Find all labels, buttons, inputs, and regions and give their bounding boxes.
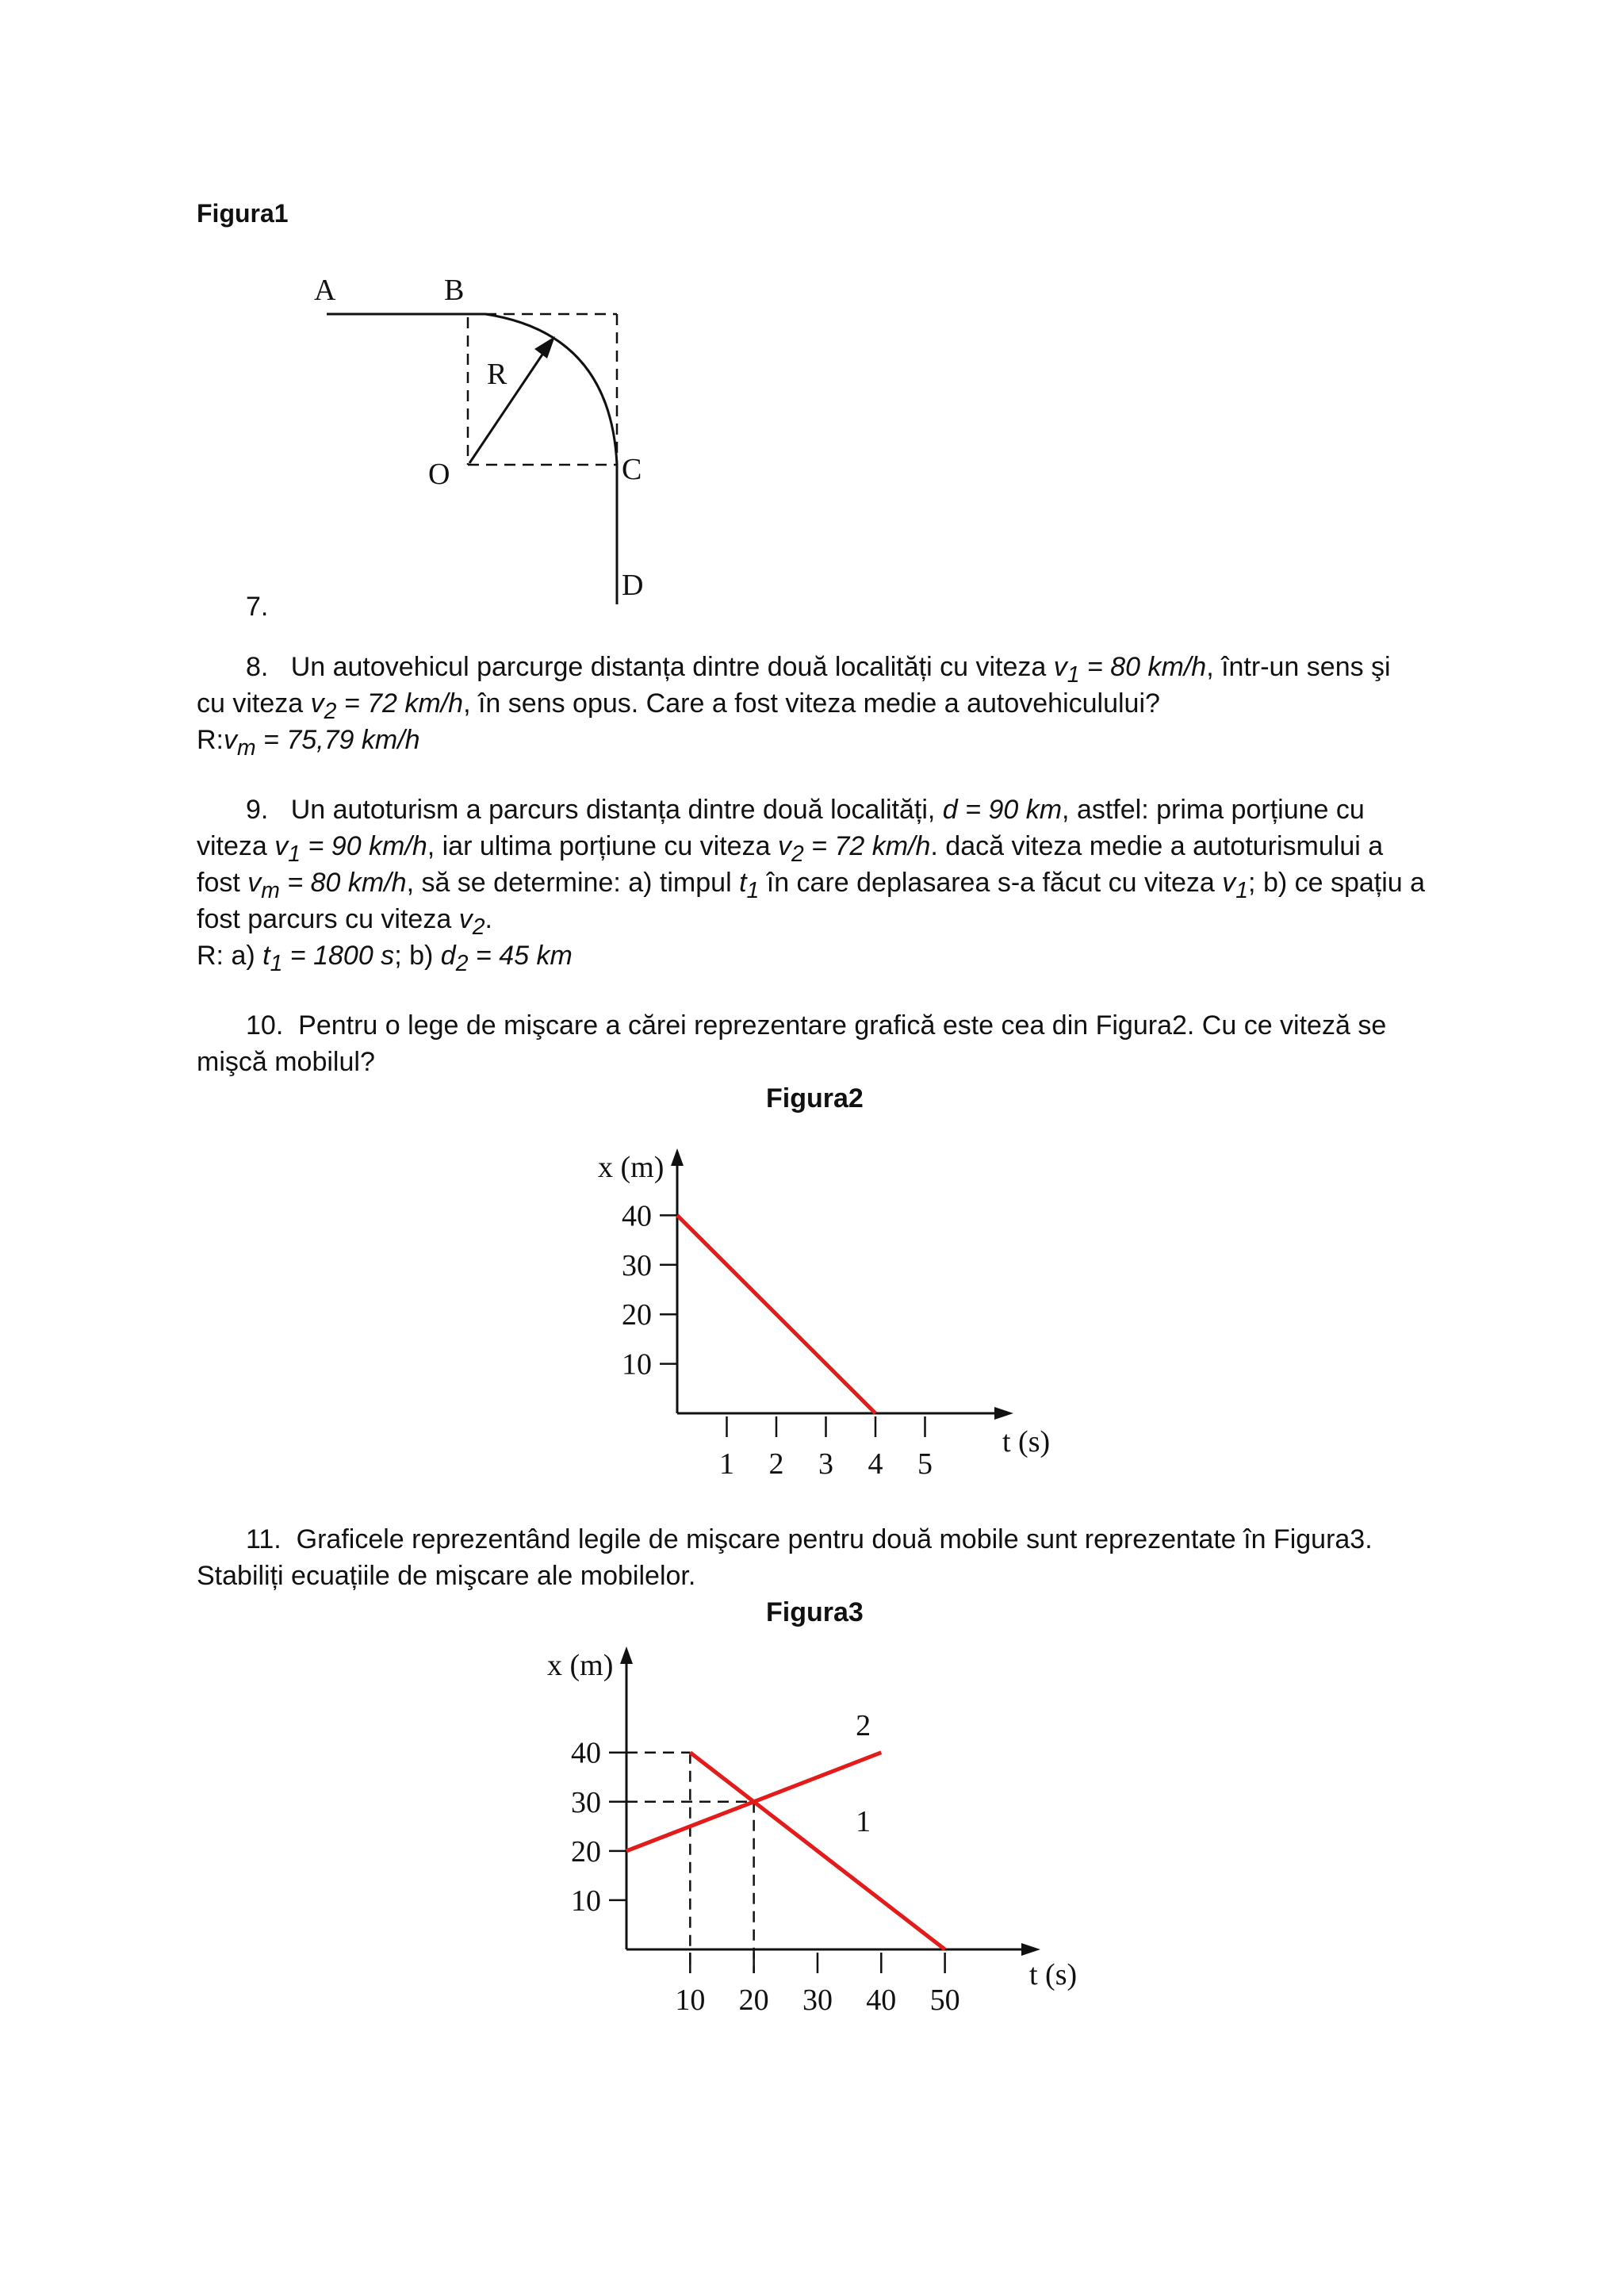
label-o: O	[428, 458, 450, 491]
sub: m	[261, 877, 280, 903]
y-tick-label: 30	[571, 1785, 601, 1819]
figure3-title: Figura3	[766, 1597, 864, 1627]
problem-10-line2: mişcă mobilul?	[197, 1047, 375, 1077]
val: = 72 km/h	[336, 688, 464, 719]
text: .	[485, 904, 492, 934]
figure1-title: Figura1	[197, 199, 289, 228]
text: , astfel: prima porțiune cu	[1062, 795, 1365, 825]
val: = 80 km/h	[1079, 652, 1207, 682]
sub: 1	[1235, 877, 1249, 903]
sub: 1	[270, 950, 283, 976]
label-b: B	[444, 274, 465, 307]
text: ; b)	[394, 941, 441, 971]
x-axis-label: t (s)	[1029, 1958, 1078, 1991]
x-tick-label: 1	[719, 1447, 734, 1481]
var: d	[440, 941, 456, 971]
text: , într-un sens şi	[1206, 652, 1391, 682]
problem-9-number: 9.	[246, 795, 269, 825]
label-a: A	[314, 274, 336, 307]
text: fost parcurs cu viteza	[197, 904, 459, 934]
problem-11-number: 11.	[246, 1524, 282, 1554]
series-line-1	[690, 1753, 944, 1949]
x-tick-label: 5	[917, 1447, 933, 1481]
sub: 2	[324, 698, 337, 724]
text: Graficele reprezentând legile de mişcare pentru două mobile sunt reprezentate în Figura3.	[296, 1524, 1373, 1554]
text: . dacă viteza medie a autoturismului a	[930, 831, 1384, 861]
x-axis-label: t (s)	[1002, 1425, 1051, 1458]
x-tick-label: 3	[818, 1447, 833, 1481]
x-tick-label: 10	[675, 1984, 706, 2017]
var: v	[310, 688, 324, 719]
y-tick-label: 10	[571, 1884, 601, 1918]
sub: 1	[1067, 661, 1080, 688]
var: v	[224, 725, 237, 755]
sub: 2	[455, 950, 469, 976]
x-tick-label: 30	[802, 1984, 833, 2017]
label-d: D	[622, 569, 644, 602]
problem-8-number: 8.	[246, 652, 269, 682]
y-tick-label: 20	[622, 1298, 652, 1332]
var: v	[777, 831, 791, 861]
text: ; b) ce spațiu a	[1248, 868, 1426, 898]
y-tick-label: 40	[571, 1736, 601, 1770]
y-tick-label: 30	[622, 1248, 652, 1282]
var: v	[274, 831, 289, 861]
text: în care deplasarea s-a făcut cu viteza	[759, 868, 1223, 898]
y-axis-arrow	[620, 1646, 633, 1664]
var: t	[739, 868, 747, 898]
text: Un autoturism a parcurs distanța dintre două localități,	[290, 795, 943, 825]
text: fost	[197, 868, 248, 898]
sub: 2	[472, 914, 485, 940]
label-r: R	[487, 358, 508, 391]
sub: 1	[288, 841, 301, 867]
text: R:	[197, 725, 224, 755]
val: = 80 km/h	[279, 868, 407, 898]
val: = 90 km/h	[301, 831, 427, 861]
series-label-1: 1	[856, 1805, 871, 1839]
y-tick-label: 20	[571, 1834, 601, 1869]
text: Un autovehicul parcurge distanța dintre două localități cu viteza	[290, 652, 1054, 682]
text: viteza	[197, 831, 275, 861]
problem-10-number: 10.	[246, 1010, 284, 1041]
figure2-title: Figura2	[766, 1083, 864, 1114]
text: Pentru o lege de mişcare a cărei reprezentare grafică este cea din Figura2. Cu ce viteză se	[298, 1010, 1387, 1041]
text: cu viteza	[197, 688, 311, 719]
label-c: C	[622, 453, 642, 486]
val: = 1800 s	[282, 941, 395, 971]
y-axis-label: x (m)	[547, 1649, 614, 1682]
text: , în sens opus. Care a fost viteza medie a autovehiculului?	[463, 688, 1160, 719]
series-label-2: 2	[856, 1709, 871, 1742]
text: , să se determine: a) timpul	[406, 868, 740, 898]
x-tick-label: 20	[738, 1984, 769, 2017]
problem-7-number: 7.	[246, 592, 269, 622]
var: v	[1222, 868, 1236, 898]
var: d = 90 km	[942, 795, 1063, 825]
text: R: a)	[197, 941, 263, 971]
var: v	[247, 868, 262, 898]
x-tick-label: 40	[866, 1984, 897, 2017]
var: t	[262, 941, 270, 971]
x-tick-label: 4	[868, 1447, 883, 1481]
var: v	[458, 904, 473, 934]
sub: m	[237, 734, 256, 761]
val: = 75,79 km/h	[255, 725, 420, 755]
sub: 2	[791, 841, 804, 867]
y-axis-label: x (m)	[598, 1151, 665, 1184]
x-tick-label: 2	[768, 1447, 784, 1481]
sub: 1	[746, 877, 760, 903]
var: v	[1053, 652, 1067, 682]
val: = 72 km/h	[803, 831, 931, 861]
x-axis-arrow	[1021, 1943, 1040, 1956]
y-tick-label: 10	[622, 1347, 652, 1382]
y-tick-label: 40	[622, 1199, 652, 1233]
x-tick-label: 50	[929, 1984, 960, 2017]
text: , iar ultima porțiune cu viteza	[427, 831, 778, 861]
problem-11-line2: Stabiliți ecuațiile de mişcare ale mobilelor.	[197, 1561, 696, 1591]
val: = 45 km	[468, 941, 573, 971]
